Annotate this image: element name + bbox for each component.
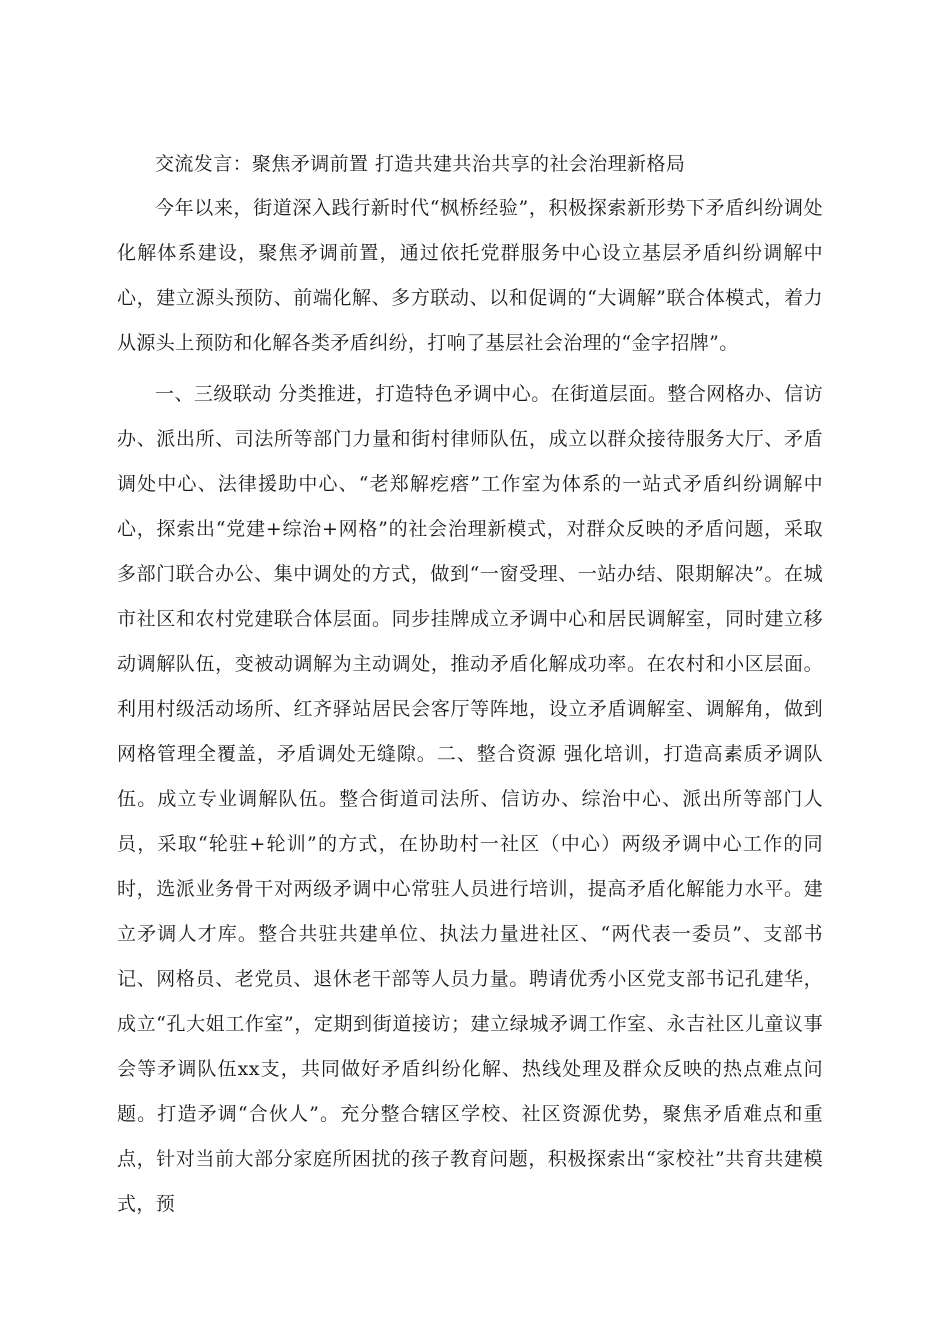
document-body <box>117 144 823 1227</box>
paragraph-main: 一、三级联动 分类推进，打造特色矛调中心。在街道层面。整合网格办、信访办、派出所、司法所等部门力量和街村律师队伍，成立以群众接待服务大厅、矛盾调处中心、法律援助中心、“老郑解疙瘩”工作室为体系的一站式矛盾纠纷调解中心，探索出“党建+综治+网格”的社会治理新模式，对群众反映的矛盾问题，采取多部门联合办公、集中调处的方式，做到“一窗受理、一站办结、限期解决”。在城市社区和农村党建联合体层面。同步挂牌成立矛调中心和居民调解室，同时建立移动调解队伍，变被动调解为主动调处，推动矛盾化解成功率。在农村和小区层面。利用村级活动场所、红齐驿站居民会客厅等阵地，设立矛盾调解室、调解角，做到网格管理全覆盖，矛盾调处无缝隙。二、整合资源 强化培训，打造高素质矛调队伍。成立专业调解队伍。整合街道司法所、信访办、综治中心、派出所等部门人员，采取“轮驻+轮训”的方式，在协助村一社区（中心）两级矛调中心工作的同时，选派业务骨干对两级矛调中心常驻人员进行培训，提高矛盾化解能力水平。建立矛调人才库。整合共驻共建单位、执法力量进社区、“两代表一委员”、支部书记、网格员、老党员、退休老干部等人员力量。聘请优秀小区党支部书记孔建华，成立“孔大姐工作室”，定期到街道接访；建立绿城矛调工作室、永吉社区儿童议事会等矛调队伍xx支，共同做好矛盾纠纷化解、热线处理及群众反映的热点难点问题。打造矛调“合伙人”。充分整合辖区学校、社区资源优势，聚焦矛盾难点和重点，针对当前大部分家庭所困扰的孩子教育问题，积极探索出“家校社”共育共建模式，预 <box>117 383 823 1215</box>
paragraph-intro: 今年以来，街道深入践行新时代“枫桥经验”，积极探索新形势下矛盾纠纷调处化解体系建设，聚焦矛调前置，通过依托党群服务中心设立基层矛盾纠纷调解中心，建立源头预防、前端化解、多方联动、以和促调的“大调解”联合体模式，着力从源头上预防和化解各类矛盾纠纷，打响了基层社会治理的“金字招牌”。 <box>117 197 823 354</box>
document-title: 交流发言：聚焦矛调前置 打造共建共治共享的社会治理新格局 <box>155 153 686 175</box>
